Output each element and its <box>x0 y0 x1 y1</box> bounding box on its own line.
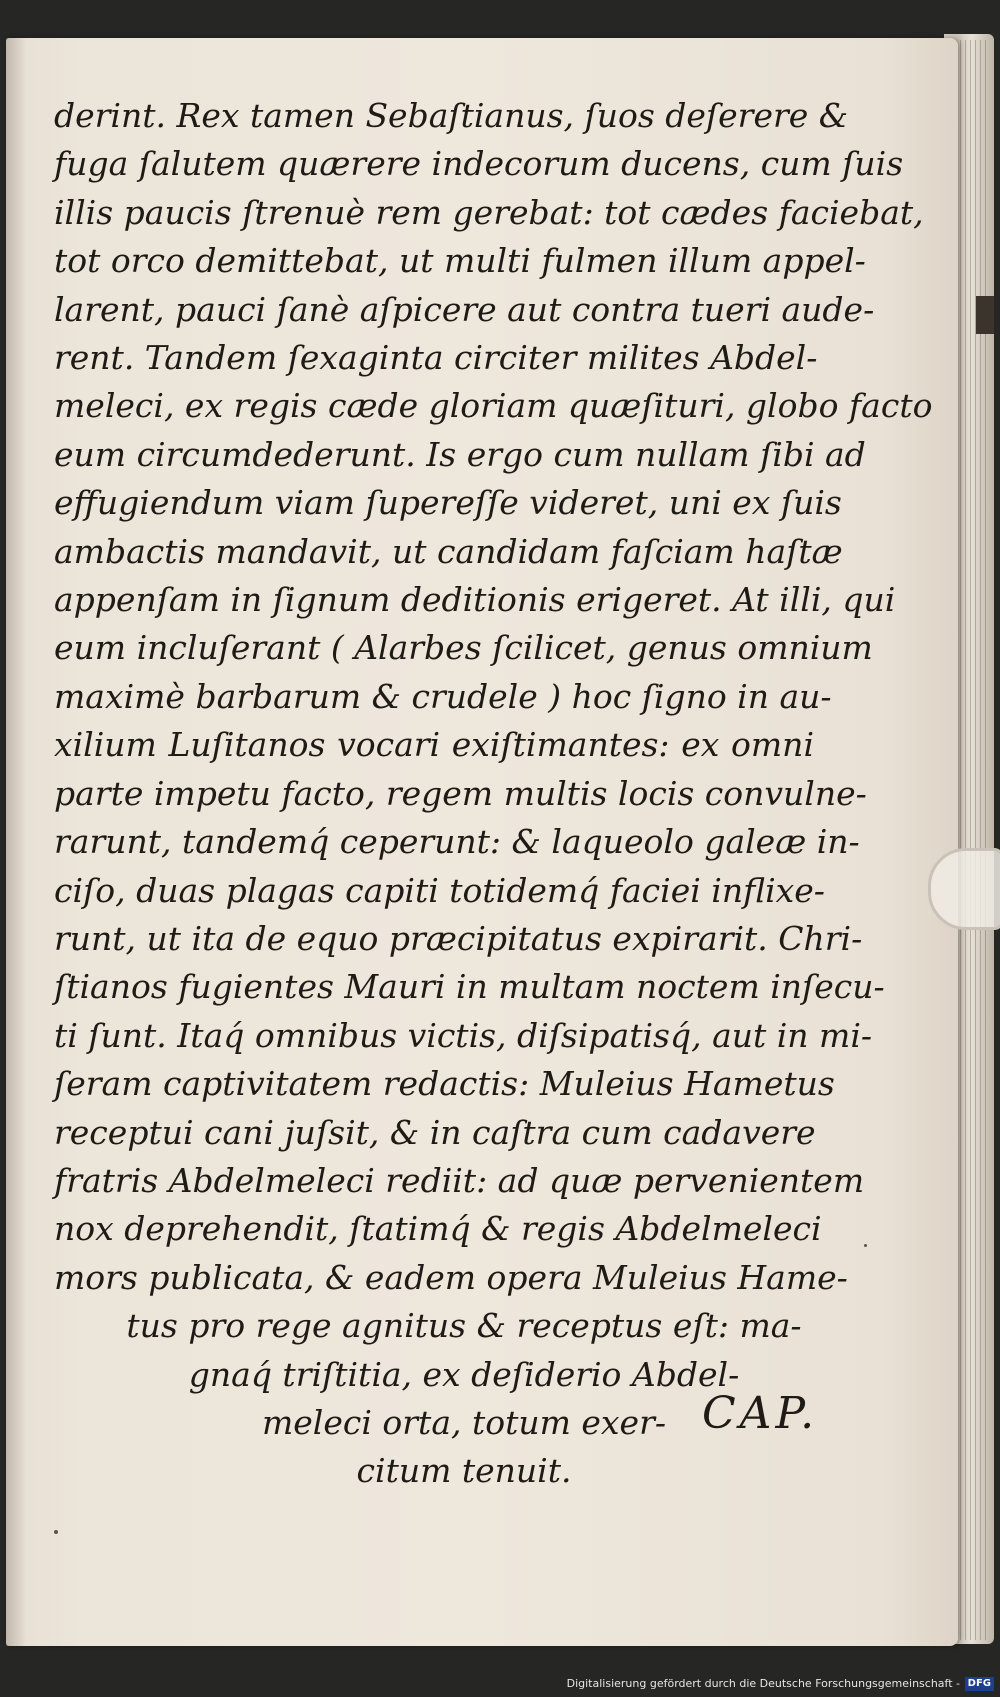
page-clip <box>928 848 1000 930</box>
text-line: derint. Rex tamen Sebaſtianus, ſuos deſerere & <box>54 96 849 135</box>
paper-speck <box>54 1530 58 1534</box>
text-line-centered: citum tenuit. <box>356 1451 572 1491</box>
text-line: ti ſunt. Itaq́ omnibus victis, diſsipatisq́, aut in mi- <box>54 1015 873 1055</box>
page-marker <box>976 296 994 334</box>
text-line: meleci, ex regis cæde gloriam quæſituri, globo facto <box>54 386 933 426</box>
text-line: larent, pauci ſanè aſpicere aut contra tueri aude- <box>54 289 875 329</box>
text-line: ciſo, duas plagas capiti totidemq́ faciei inflixe- <box>54 870 825 910</box>
text-line: eum incluſerant ( Alarbes ſcilicet, genus omnium <box>54 628 873 668</box>
text-line: fratris Abdelmeleci rediit: ad quæ pervenientem <box>54 1160 865 1200</box>
text-line: appenſam in ſignum deditionis erigeret. At illi, qui <box>54 580 896 620</box>
text-line: ſeram captivitatem redactis: Muleius Hametus <box>54 1064 835 1104</box>
text-line-centered: meleci orta, totum exer- <box>261 1402 666 1442</box>
paper-speck <box>864 1244 867 1247</box>
text-line-centered: gnaq́ triſtitia, ex deſiderio Abdel- <box>188 1354 740 1394</box>
text-line-centered: tus pro rege agnitus & receptus eſt: ma- <box>126 1306 802 1346</box>
text-line: rent. Tandem ſexaginta circiter milites Abdel- <box>54 338 818 378</box>
text-line: ambactis mandavit, ut candidam faſciam haſtæ <box>54 531 843 571</box>
text-line: ſtianos fugientes Mauri in multam noctem inſecu- <box>54 967 885 1007</box>
text-line: illis paucis ſtrenuè rem gerebat: tot cædes faciebat, <box>54 192 924 232</box>
body-text <box>54 92 933 1496</box>
text-line: receptui cani juſsit, & in caſtra cum cadavere <box>54 1112 816 1152</box>
text-line: runt, ut ita de equo præcipitatus expirarit. Chri- <box>54 918 863 958</box>
text-line: fuga ſalutem quærere indecorum ducens, cum ſuis <box>54 144 904 184</box>
page-edge-lines <box>960 40 988 1640</box>
catchword: CAP. <box>702 1388 819 1439</box>
text-line: eum circumdederunt. Is ergo cum nullam ſibi ad <box>54 434 866 474</box>
text-line: maximè barbarum & crudele ) hoc ſigno in au- <box>54 676 832 716</box>
dfg-logo: DFG <box>965 1677 994 1691</box>
text-line: xilium Luſitanos vocari exiſtimantes: ex omni <box>54 725 814 765</box>
digitization-credit: Digitalisierung gefördert durch die Deutsche Forschungsgemeinschaft - <box>566 1677 960 1690</box>
text-line: nox deprehendit, ſtatimq́ & regis Abdelmeleci <box>54 1209 822 1249</box>
text-line: effugiendum viam ſupereſſe videret, uni ex ſuis <box>54 483 842 523</box>
text-line: mors publicata, & eadem opera Muleius Hame- <box>54 1257 848 1297</box>
text-line: tot orco demittebat, ut multi fulmen illum appel- <box>54 241 866 281</box>
text-line: parte impetu facto, regem multis locis convulne- <box>54 773 867 813</box>
text-line: rarunt, tandemq́ ceperunt: & laqueolo galeæ in- <box>54 822 860 862</box>
